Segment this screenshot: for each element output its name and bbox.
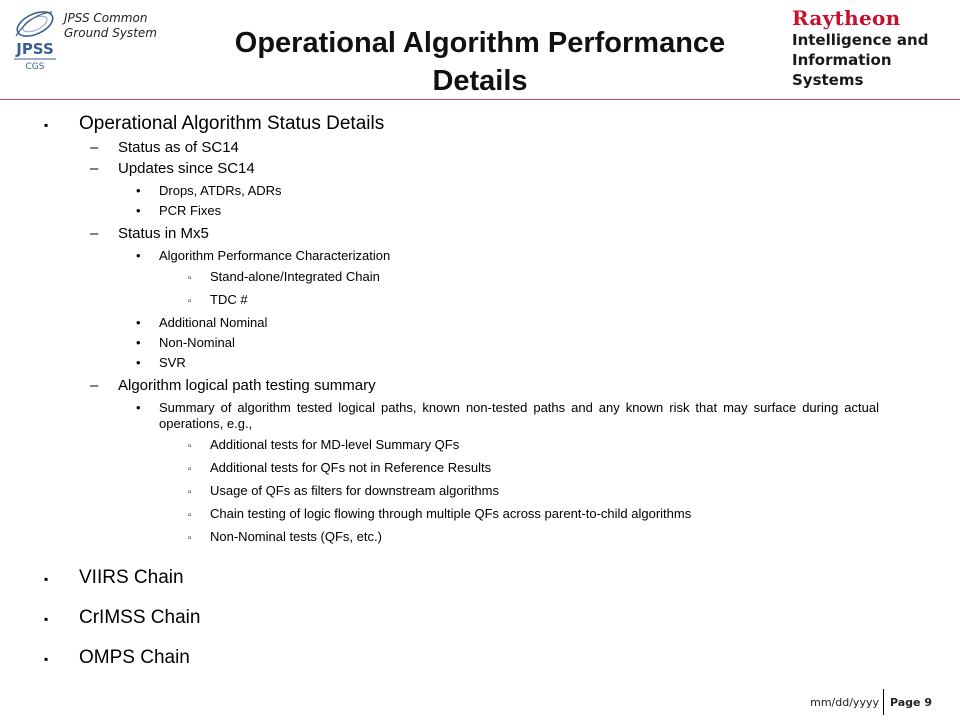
jpss-logo <box>6 6 64 70</box>
footer-divider <box>883 689 884 715</box>
ground-system-caption <box>64 11 157 41</box>
list-item <box>44 646 924 671</box>
list-item-text: TDC # <box>210 292 248 307</box>
logo-text: JPSS <box>16 40 54 58</box>
list-item <box>44 223 924 244</box>
hollow-square-bullet-icon: ▫ <box>188 296 192 307</box>
dot-bullet-icon: • <box>136 315 141 330</box>
dot-bullet-icon: • <box>136 355 141 370</box>
list-item-text: Algorithm Performance Characterization <box>159 248 391 263</box>
list-item <box>44 203 924 219</box>
hollow-square-bullet-icon: ▫ <box>188 464 192 475</box>
hollow-square-bullet-icon: ▫ <box>188 510 192 521</box>
dot-bullet-icon: • <box>136 400 141 415</box>
list-item-text: Usage of QFs as filters for downstream algorithms <box>210 483 499 498</box>
brand-line-2: Information Systems <box>792 51 892 89</box>
list-item-text: Status in Mx5 <box>118 225 209 242</box>
caption-line-2: Ground System <box>64 26 157 40</box>
list-item-text: Stand-alone/Integrated Chain <box>210 269 380 284</box>
hollow-square-bullet-icon: ▫ <box>188 441 192 452</box>
list-item <box>44 506 924 524</box>
brand-line-1: Intelligence and <box>792 31 929 49</box>
list-item-text: VIIRS Chain <box>79 567 184 588</box>
list-item-text: Additional tests for MD-level Summary QFs <box>210 437 460 452</box>
list-item <box>44 460 924 478</box>
list-item <box>44 335 924 351</box>
dash-bullet-icon: – <box>90 377 99 394</box>
slide-footer <box>810 689 932 715</box>
header-divider <box>0 99 960 100</box>
list-item-text: Non-Nominal tests (QFs, etc.) <box>210 529 382 544</box>
list-item <box>44 483 924 501</box>
square-bullet-icon: ▪ <box>44 572 49 586</box>
hollow-square-bullet-icon: ▫ <box>188 487 192 498</box>
title-line-2: Details <box>432 65 528 97</box>
title-line-1: Operational Algorithm Performance <box>234 27 726 59</box>
list-item-text: Updates since SC14 <box>118 160 255 177</box>
logo-sub: CGS <box>25 62 45 70</box>
hollow-square-bullet-icon: ▫ <box>188 273 192 284</box>
list-item-text: Non-Nominal <box>159 335 235 350</box>
list-item <box>44 137 924 158</box>
list-item-text: OMPS Chain <box>79 647 190 668</box>
dot-bullet-icon: • <box>136 335 141 350</box>
list-item <box>44 315 924 331</box>
bullet-list <box>44 112 924 671</box>
list-item <box>44 112 924 137</box>
list-item <box>44 183 924 199</box>
page-number: Page 9 <box>889 695 932 709</box>
list-item-text: PCR Fixes <box>159 203 222 218</box>
list-item-text: Algorithm logical path testing summary <box>118 377 376 394</box>
list-item <box>44 269 924 287</box>
list-item <box>44 566 924 591</box>
dash-bullet-icon: – <box>90 160 99 177</box>
dot-bullet-icon: • <box>136 183 141 198</box>
list-item <box>44 606 924 631</box>
list-item-text: Operational Algorithm Status Details <box>79 113 385 134</box>
hollow-square-bullet-icon: ▫ <box>188 533 192 544</box>
spacer <box>44 552 924 566</box>
footer-date: mm/dd/yyyy <box>810 695 879 709</box>
list-item-text: Summary of algorithm tested logical paths, known non-tested paths and any known risk that may surface during actual operations, e.g., <box>159 400 879 431</box>
list-item-text: Additional tests for QFs not in Reference Results <box>210 460 492 475</box>
dash-bullet-icon: – <box>90 225 99 242</box>
list-item <box>44 248 924 264</box>
list-item <box>44 437 924 455</box>
list-item-text: CrIMSS Chain <box>79 607 201 628</box>
list-item <box>44 355 924 371</box>
brand-name: Raytheon <box>792 6 901 30</box>
list-item <box>44 292 924 310</box>
square-bullet-icon: ▪ <box>44 652 49 666</box>
list-item <box>44 158 924 179</box>
list-item <box>44 400 924 432</box>
list-item-text: Chain testing of logic flowing through multiple QFs across parent-to-child algorithms <box>210 506 692 521</box>
list-item-text: Additional Nominal <box>159 315 268 330</box>
dot-bullet-icon: • <box>136 203 141 218</box>
list-item <box>44 375 924 396</box>
list-item-text: Drops, ATDRs, ADRs <box>159 183 282 198</box>
page-title <box>160 24 800 100</box>
caption-line-1: JPSS Common <box>64 11 148 25</box>
list-item-text: Status as of SC14 <box>118 139 239 156</box>
list-item-text: SVR <box>159 355 186 370</box>
dot-bullet-icon: • <box>136 248 141 263</box>
square-bullet-icon: ▪ <box>44 612 49 626</box>
list-item <box>44 529 924 547</box>
raytheon-logo <box>792 6 957 90</box>
square-bullet-icon: ▪ <box>44 118 49 132</box>
dash-bullet-icon: – <box>90 139 99 156</box>
